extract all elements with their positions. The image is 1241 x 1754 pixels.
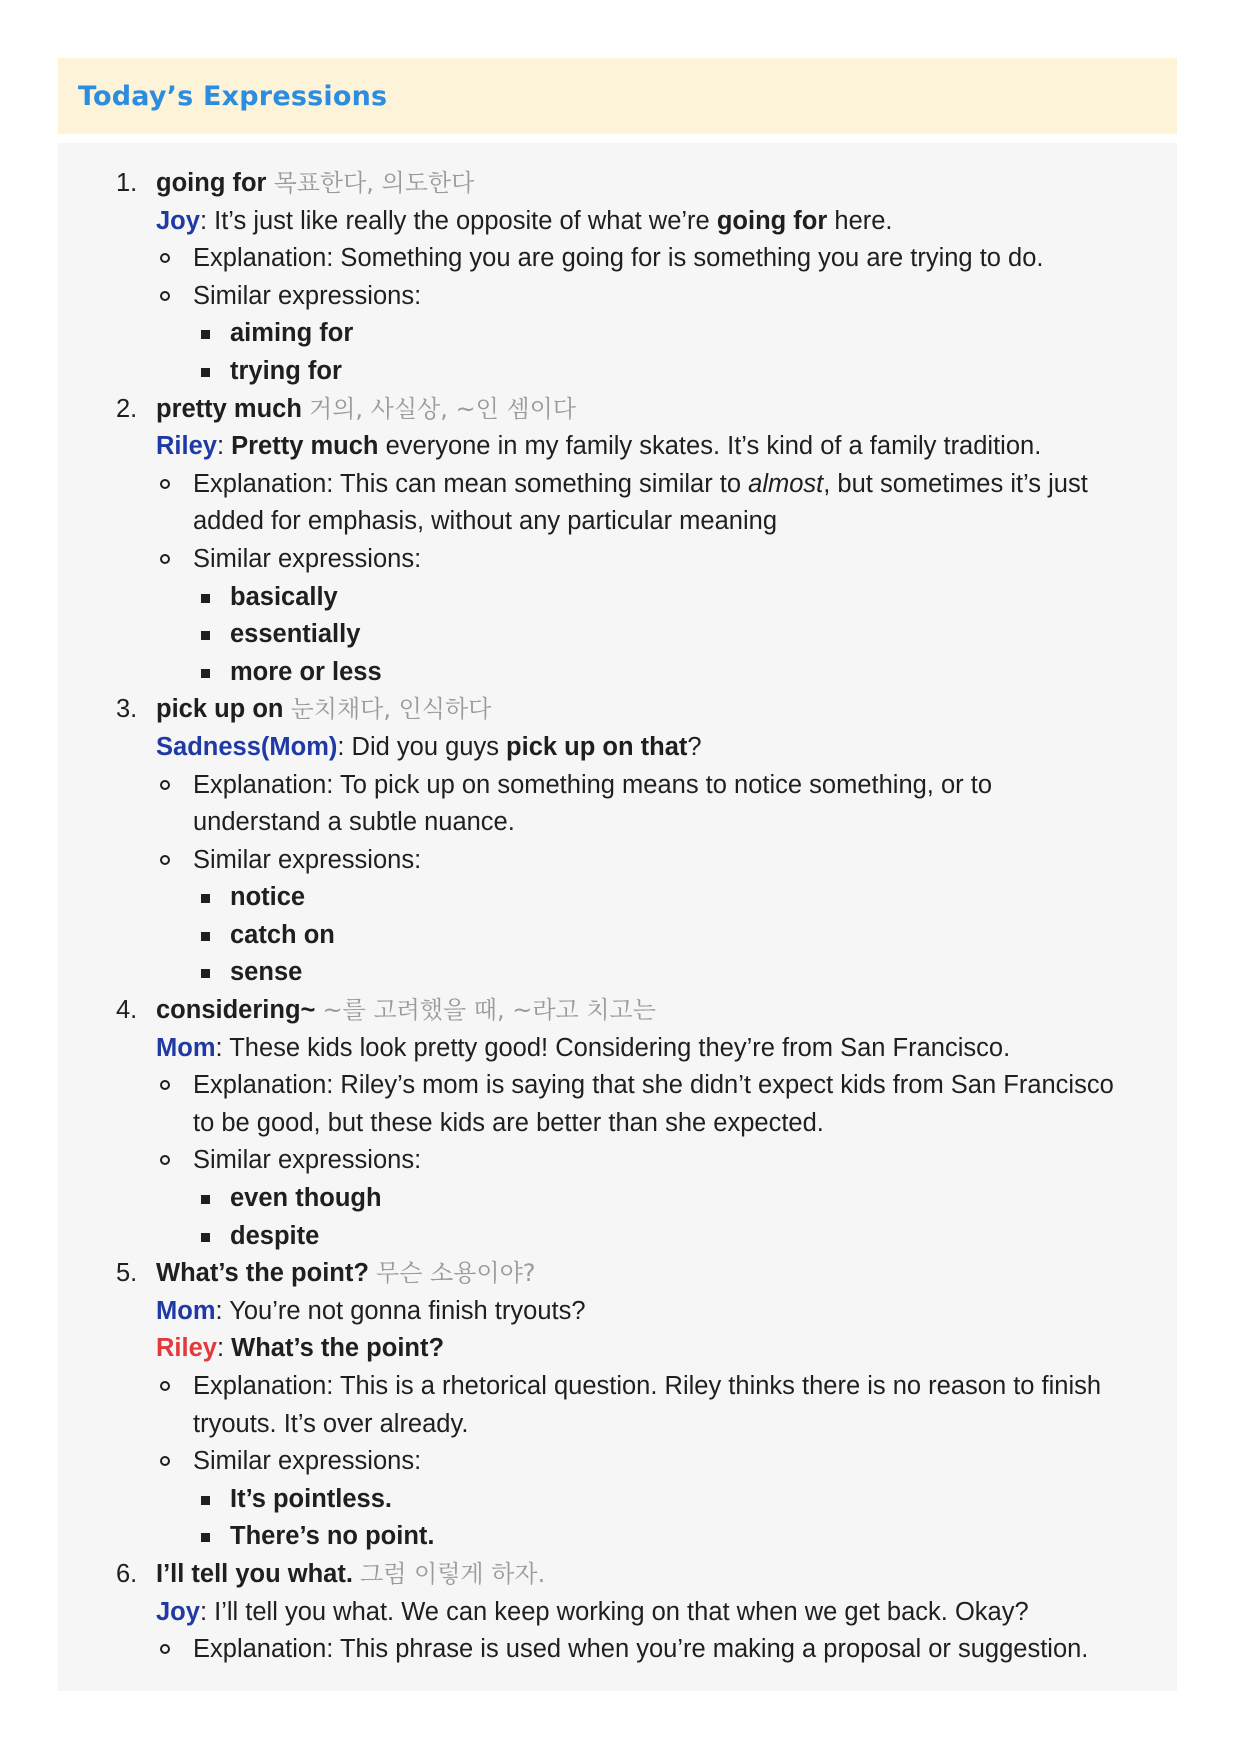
explanation-text: Explanation: To pick up on something means to notice something, or to <box>193 770 993 799</box>
dialog-highlight: What’s the point? <box>231 1334 445 1363</box>
speaker-name: Riley <box>156 432 217 461</box>
dialog-text: : You’re not gonna finish tryouts? <box>215 1296 586 1325</box>
dialog-line <box>88 1030 1157 1068</box>
explanation <box>88 466 1157 504</box>
korean-meaning: 거의, 사실상, ~인 셈이다 <box>309 394 576 423</box>
dialog-line <box>88 1594 1157 1632</box>
dialog-text: : Did you guys <box>337 732 507 761</box>
circle-bullet-icon <box>160 1456 170 1466</box>
korean-meaning: 무슨 소용이야? <box>376 1259 536 1288</box>
similar-item <box>88 879 1157 917</box>
similar-item <box>88 1518 1157 1556</box>
square-bullet-icon <box>201 894 210 903</box>
korean-meaning: 목표한다, 의도한다 <box>273 169 475 197</box>
explanation-italic: almost <box>748 469 824 498</box>
expression-item <box>88 1255 1157 1293</box>
circle-bullet-icon <box>160 1644 170 1654</box>
dialog-text: ? <box>687 732 702 761</box>
expression-item <box>88 391 1157 429</box>
square-bullet-icon <box>201 1496 210 1505</box>
explanation <box>88 1368 1157 1406</box>
similar-item <box>88 315 1157 353</box>
dialog-line <box>88 729 1157 767</box>
similar-expression: sense <box>230 958 303 987</box>
explanation-continued <box>88 503 1157 541</box>
korean-meaning: 눈치채다, 인식하다 <box>290 695 492 724</box>
dialog-highlight: going for <box>716 206 828 235</box>
expressions-panel <box>58 143 1177 1691</box>
dialog-text: : <box>216 1334 232 1363</box>
explanation-text: Explanation: Riley’s mom is saying that she didn’t expect kids from San Francisco <box>193 1071 1114 1100</box>
expression-term: pick up on <box>156 695 284 724</box>
item-number: 4. <box>116 996 138 1025</box>
similar-label <box>88 842 1157 880</box>
explanation-text: understand a subtle nuance. <box>193 808 515 837</box>
dialog-text: : These kids look pretty good! Considering they’re from San Francisco. <box>215 1033 1011 1062</box>
explanation <box>88 1067 1157 1105</box>
similar-item <box>88 917 1157 955</box>
dialog-text: : I’ll tell you what. We can keep working on that when we get back. Okay? <box>199 1597 1029 1626</box>
similar-expression: basically <box>230 582 338 611</box>
dialog-text: everyone in my family skates. It’s kind of a family tradition. <box>378 432 1042 461</box>
dialog-text: : It’s just like really the opposite of what we’re <box>199 206 717 235</box>
similar-expression: even though <box>230 1184 382 1213</box>
similar-label <box>88 1142 1157 1180</box>
similar-expression: catch on <box>230 920 335 949</box>
dialog-line <box>88 1330 1157 1368</box>
speaker-name: Mom <box>156 1033 216 1062</box>
square-bullet-icon <box>201 1233 210 1242</box>
expression-term: considering~ <box>156 996 316 1025</box>
circle-bullet-icon <box>160 855 170 865</box>
speaker-name: Mom <box>156 1296 216 1325</box>
similar-expression: more or less <box>230 657 382 686</box>
circle-bullet-icon <box>160 1155 170 1165</box>
similar-label <box>88 1443 1157 1481</box>
explanation-continued <box>88 804 1157 842</box>
explanation-text: Explanation: This is a rhetorical question. Riley thinks there is no reason to finish <box>193 1372 1102 1400</box>
similar-label-text: Similar expressions: <box>193 281 422 310</box>
korean-meaning: 그럼 이렇게 하자. <box>360 1559 546 1588</box>
circle-bullet-icon <box>160 1381 170 1391</box>
circle-bullet-icon <box>160 1080 170 1090</box>
explanation <box>88 1631 1157 1669</box>
similar-item <box>88 616 1157 654</box>
section-title: Today’s Expressions <box>78 80 388 112</box>
section-header <box>58 58 1177 134</box>
dialog-text: : <box>216 432 232 461</box>
speaker-name: Joy <box>156 206 200 235</box>
square-bullet-icon <box>201 669 210 678</box>
similar-item <box>88 654 1157 692</box>
similar-label-text: Similar expressions: <box>193 544 422 573</box>
circle-bullet-icon <box>160 554 170 564</box>
explanation-text: to be good, but these kids are better than she expected. <box>193 1108 824 1137</box>
similar-label <box>88 541 1157 579</box>
explanation-text: Explanation: This phrase is used when you’re making a proposal or suggestion. <box>193 1635 1089 1664</box>
speaker-name: Joy <box>156 1597 200 1626</box>
dialog-line <box>88 428 1157 466</box>
square-bullet-icon <box>201 631 210 640</box>
similar-item <box>88 1218 1157 1256</box>
similar-item <box>88 954 1157 992</box>
expression-term: What’s the point? <box>156 1259 369 1288</box>
square-bullet-icon <box>201 969 210 978</box>
expression-term: pretty much <box>156 394 302 423</box>
dialog-line <box>88 1293 1157 1331</box>
similar-expression: aiming for <box>230 319 354 348</box>
square-bullet-icon <box>201 330 210 339</box>
korean-meaning: ~를 고려했을 때, ~라고 치고는 <box>322 996 656 1025</box>
explanation-continued <box>88 1105 1157 1143</box>
circle-bullet-icon <box>160 291 170 301</box>
item-number: 1. <box>116 169 138 197</box>
explanation-text: tryouts. It’s over already. <box>193 1409 469 1438</box>
explanation-continued <box>88 1406 1157 1444</box>
similar-item <box>88 1481 1157 1519</box>
item-number: 5. <box>116 1259 138 1288</box>
similar-item <box>88 1180 1157 1218</box>
square-bullet-icon <box>201 594 210 603</box>
dialog-highlight: Pretty much <box>231 432 379 461</box>
explanation-text: Explanation: This can mean something similar to <box>193 469 749 498</box>
similar-expression: trying for <box>230 356 342 385</box>
similar-label-text: Similar expressions: <box>193 1146 422 1175</box>
speaker-name: Riley <box>156 1334 217 1363</box>
expression-item <box>88 691 1157 729</box>
item-number: 6. <box>116 1559 138 1588</box>
expression-item <box>88 1556 1157 1594</box>
similar-item <box>88 579 1157 617</box>
similar-item <box>88 353 1157 391</box>
similar-expression: It’s pointless. <box>230 1484 393 1513</box>
explanation <box>88 767 1157 805</box>
item-number: 2. <box>116 394 138 423</box>
expression-term: going for <box>156 169 267 197</box>
circle-bullet-icon <box>160 780 170 790</box>
similar-expression: despite <box>230 1221 320 1250</box>
square-bullet-icon <box>201 1533 210 1542</box>
similar-expression: essentially <box>230 620 361 649</box>
similar-expression: There’s no point. <box>230 1522 435 1551</box>
item-number: 3. <box>116 695 138 724</box>
dialog-highlight: pick up on that <box>506 732 688 761</box>
square-bullet-icon <box>201 932 210 941</box>
square-bullet-icon <box>201 368 210 377</box>
similar-label-text: Similar expressions: <box>193 845 422 874</box>
dialog-text: here. <box>827 206 893 235</box>
expression-item <box>88 165 1157 203</box>
similar-label-text: Similar expressions: <box>193 1447 422 1476</box>
dialog-line <box>88 203 1157 241</box>
square-bullet-icon <box>201 1195 210 1204</box>
circle-bullet-icon <box>160 479 170 489</box>
explanation-text: , but sometimes it’s just <box>823 469 1088 498</box>
speaker-name: Sadness(Mom) <box>156 732 338 761</box>
explanation-text: added for emphasis, without any particular meaning <box>193 507 777 536</box>
similar-expression: notice <box>230 883 306 912</box>
circle-bullet-icon <box>160 253 170 263</box>
expression-item <box>88 992 1157 1030</box>
explanation <box>88 240 1157 278</box>
similar-label <box>88 278 1157 316</box>
explanation-text: Explanation: Something you are going for is something you are trying to do. <box>193 244 1044 273</box>
expression-term: I’ll tell you what. <box>156 1559 353 1588</box>
